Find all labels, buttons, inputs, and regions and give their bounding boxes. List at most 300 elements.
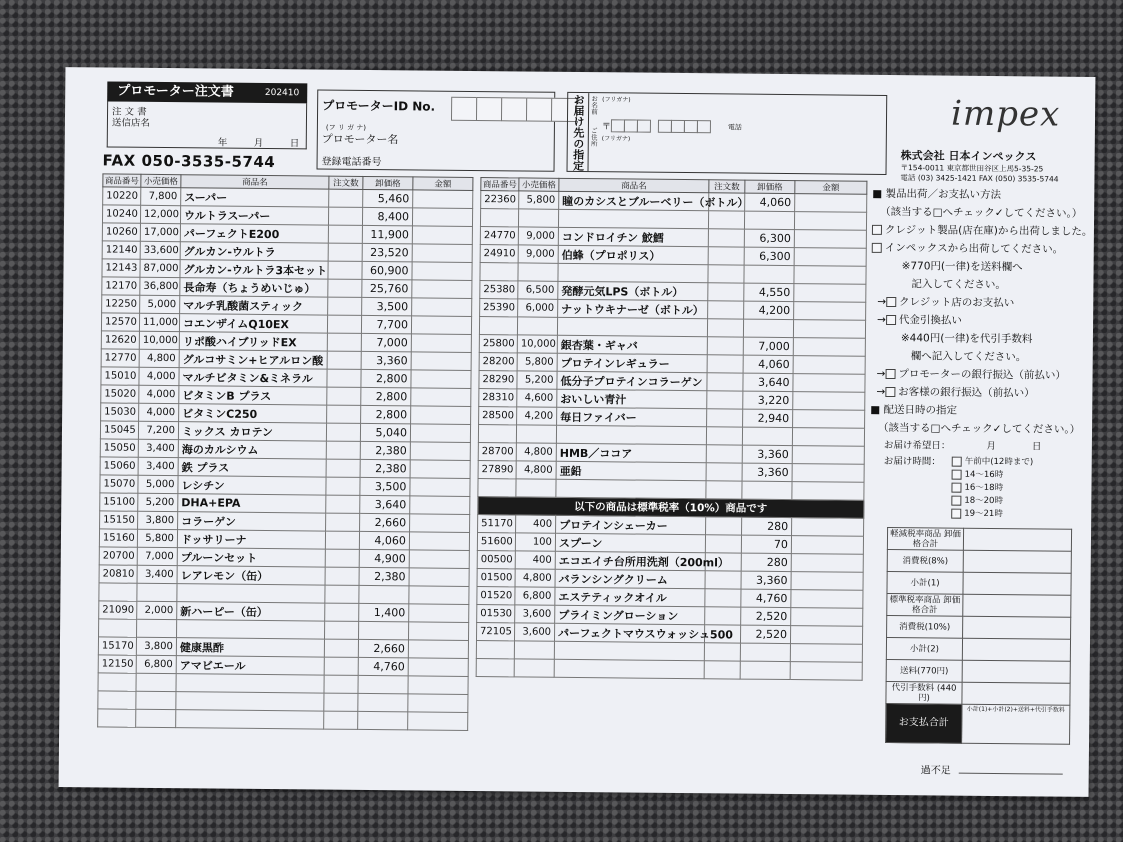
amount-field[interactable] — [792, 518, 864, 537]
amount-field[interactable] — [793, 392, 865, 411]
product-name: ミックス カロテン — [178, 422, 326, 441]
quantity-field[interactable] — [326, 513, 360, 531]
amount-field[interactable] — [409, 586, 469, 605]
retail-price: 3,600 — [515, 605, 555, 623]
amount-field[interactable] — [412, 280, 472, 299]
amount-field[interactable] — [792, 446, 864, 465]
wholesale-price — [743, 319, 793, 337]
product-code: 12570 — [101, 313, 139, 331]
checkbox-impex-ship[interactable] — [872, 243, 882, 253]
amount-field[interactable] — [794, 248, 866, 267]
retail-price: 7,000 — [137, 547, 177, 565]
delivery-section-label: お届け先の指定 — [568, 93, 590, 171]
checkbox-cod[interactable] — [886, 315, 896, 325]
reduced-subtotal-label: 軽減税率商品 卸価格合計 — [887, 527, 963, 550]
retail-price: 4,600 — [517, 389, 557, 407]
wholesale-price: 3,220 — [743, 391, 793, 409]
quantity-field[interactable] — [708, 301, 744, 319]
amount-field[interactable] — [793, 374, 865, 393]
amount-field[interactable] — [410, 478, 470, 497]
amount-field[interactable] — [793, 320, 865, 339]
wholesale-price: 2,380 — [360, 441, 410, 459]
cod-note-1: ※440円(一律)を代引手数料 — [900, 332, 1033, 346]
quantity-field[interactable] — [325, 567, 359, 585]
wholesale-price: 2,380 — [359, 567, 409, 585]
product-code: 72105 — [476, 623, 514, 641]
amount-field[interactable] — [413, 190, 473, 209]
quantity-field[interactable] — [327, 351, 361, 369]
quantity-field[interactable] — [324, 711, 358, 729]
product-name: 伯蜂（プロポリス） — [558, 245, 708, 264]
product-name: 亜鉛 — [556, 461, 706, 480]
wholesale-price: 4,060 — [743, 355, 793, 373]
product-name: 低分子プロテインコラーゲン — [557, 371, 707, 390]
product-name: ナットウキナーゼ（ボトル） — [558, 299, 708, 318]
quantity-field[interactable] — [708, 265, 744, 283]
wholesale-price: 2,380 — [360, 459, 410, 477]
retail-price: 87,000 — [140, 259, 180, 277]
quantity-field[interactable] — [324, 693, 358, 711]
grand-total-label: お支払合計 — [886, 703, 962, 743]
quantity-field[interactable] — [706, 463, 742, 481]
wholesale-price: 23,520 — [362, 243, 412, 261]
retail-price: 6,800 — [136, 655, 176, 673]
wholesale-price: 6,300 — [744, 229, 794, 247]
amount-field[interactable] — [411, 388, 471, 407]
checkbox-time-19-21[interactable] — [951, 508, 961, 518]
amount-field[interactable] — [411, 406, 471, 425]
product-code: 25390 — [480, 299, 518, 317]
retail-price: 33,600 — [140, 241, 180, 259]
amount-field[interactable] — [791, 608, 863, 627]
wish-day-label: 日 — [1031, 441, 1042, 453]
product-code: 28700 — [478, 443, 516, 461]
quantity-field[interactable] — [708, 283, 744, 301]
wholesale-price — [744, 211, 794, 229]
product-row — [476, 659, 862, 681]
product-name: パーフェクトマウスウォッシュ500 — [554, 623, 704, 642]
quantity-field[interactable] — [325, 549, 359, 567]
amount-field[interactable] — [794, 212, 866, 231]
amount-field[interactable] — [794, 284, 866, 303]
product-name — [557, 317, 707, 336]
amount-field[interactable] — [408, 640, 468, 659]
wholesale-price: 2,520 — [741, 607, 791, 625]
quantity-field[interactable] — [325, 531, 359, 549]
wholesale-price: 8,400 — [362, 207, 412, 225]
shipping-heading: ■ 製品出荷／お支払い方法 — [872, 187, 1002, 202]
product-code: 15050 — [100, 439, 138, 457]
tax10-field[interactable] — [963, 616, 1071, 639]
time-option-morning: 午前中(12時まで) — [964, 456, 1034, 468]
product-code: 12150 — [98, 655, 136, 673]
quantity-field[interactable] — [325, 585, 359, 603]
product-name: プロテインレギュラー — [557, 353, 707, 372]
quantity-field[interactable] — [707, 373, 743, 391]
quantity-field[interactable] — [326, 423, 360, 441]
wholesale-price: 25,760 — [362, 279, 412, 297]
amount-field[interactable] — [410, 514, 470, 533]
quantity-field[interactable] — [328, 243, 362, 261]
quantity-field[interactable] — [325, 621, 359, 639]
wholesale-price: 2,660 — [360, 513, 410, 531]
amount-field[interactable] — [794, 230, 866, 249]
col-header-name: 商品名 — [181, 175, 329, 189]
quantity-field[interactable] — [327, 405, 361, 423]
quantity-field[interactable] — [328, 207, 362, 225]
reduced-subtotal-field[interactable] — [963, 528, 1071, 551]
quantity-field[interactable] — [326, 495, 360, 513]
product-code: 24770 — [480, 227, 518, 245]
option-store-stock: クレジット製品(店在庫)から出荷しました。 — [884, 223, 1093, 238]
quantity-field[interactable] — [326, 477, 360, 495]
retail-price — [514, 641, 554, 659]
wholesale-price: 4,550 — [744, 283, 794, 301]
amount-field[interactable] — [791, 536, 863, 555]
product-name: おいしい青汁 — [557, 389, 707, 408]
quantity-field[interactable] — [706, 427, 742, 445]
retail-price — [518, 263, 558, 281]
amount-field[interactable] — [408, 658, 468, 677]
product-name: 新ハーピー（缶） — [177, 602, 325, 621]
amount-field[interactable] — [795, 194, 867, 213]
product-code: 12143 — [102, 259, 140, 277]
retail-price: 3,400 — [138, 439, 178, 457]
product-name — [554, 641, 704, 660]
option-impex-ship: インペックスから出荷してください。 — [884, 241, 1064, 256]
checkbox-time-18-20[interactable] — [951, 495, 961, 505]
amount-field[interactable] — [410, 442, 470, 461]
option-cod: 代金引換払い — [898, 314, 962, 327]
standard-subtotal-field[interactable] — [963, 594, 1071, 617]
product-name: エステティックオイル — [555, 587, 705, 606]
quantity-field[interactable] — [708, 211, 744, 229]
retail-price: 5,800 — [517, 353, 557, 371]
postal-code-field[interactable] — [612, 119, 711, 133]
wholesale-price: 4,760 — [358, 657, 408, 675]
product-name: プロテインシェーカー — [556, 515, 706, 534]
wholesale-price: 3,360 — [361, 351, 411, 369]
product-code: 51170 — [478, 515, 516, 533]
quantity-field[interactable] — [325, 603, 359, 621]
recipient-name-label: お名前 — [590, 95, 599, 115]
quantity-field[interactable] — [328, 225, 362, 243]
tax8-field[interactable] — [963, 550, 1071, 573]
retail-price: 400 — [515, 551, 555, 569]
product-table-left — [97, 173, 473, 731]
wholesale-price: 2,800 — [361, 387, 411, 405]
quantity-field[interactable] — [704, 661, 740, 679]
wholesale-price: 3,500 — [360, 477, 410, 495]
quantity-field[interactable] — [707, 355, 743, 373]
quantity-field[interactable] — [705, 571, 741, 589]
product-code: 15150 — [100, 511, 138, 529]
wholesale-price — [744, 265, 794, 283]
wish-date-label: お届け希望日： — [883, 439, 951, 452]
product-name: ビタミンB プラス — [179, 386, 327, 405]
quantity-field[interactable] — [705, 607, 741, 625]
retail-price — [136, 709, 176, 727]
amount-field[interactable] — [792, 464, 864, 483]
product-code — [479, 317, 517, 335]
retail-price: 3,800 — [138, 511, 178, 529]
product-name — [556, 479, 706, 498]
wholesale-price: 6,300 — [744, 247, 794, 265]
wholesale-price — [740, 661, 790, 679]
retail-price: 3,600 — [514, 623, 554, 641]
amount-field[interactable] — [409, 604, 469, 623]
retail-price — [514, 659, 554, 677]
wholesale-price: 4,760 — [741, 589, 791, 607]
product-name: マルチビタミン&ミネラル — [179, 368, 327, 387]
retail-price: 6,000 — [518, 299, 558, 317]
product-name: 銀杏葉・ギャバ — [557, 335, 707, 354]
subtotal2-field[interactable] — [962, 638, 1070, 661]
product-name: グルカン-ウルトラ — [180, 242, 328, 261]
retail-price: 4,000 — [139, 403, 179, 421]
subtotal1-field[interactable] — [963, 572, 1071, 595]
day-label: 日 — [289, 138, 300, 150]
delivery-date-heading: ■ 配送日時の指定 — [870, 403, 958, 417]
product-code: 01500 — [477, 569, 515, 587]
quantity-field[interactable] — [706, 445, 742, 463]
wholesale-price: 2,800 — [361, 405, 411, 423]
checkbox-store-stock[interactable] — [872, 225, 882, 235]
amount-field[interactable] — [791, 572, 863, 591]
quantity-field[interactable] — [326, 441, 360, 459]
product-name: プライミングローション — [555, 605, 705, 624]
retail-price: 12,000 — [140, 205, 180, 223]
quantity-field[interactable] — [324, 675, 358, 693]
totals-row — [886, 637, 1070, 661]
amount-field[interactable] — [794, 302, 866, 321]
amount-field[interactable] — [794, 266, 866, 285]
product-name — [176, 692, 324, 711]
amount-field[interactable] — [408, 694, 468, 713]
amount-field[interactable] — [412, 244, 472, 263]
amount-field[interactable] — [791, 590, 863, 609]
product-name: レアレモン（缶） — [177, 566, 325, 585]
col-header-code: 商品番号 — [103, 174, 141, 187]
product-name — [177, 584, 325, 603]
amount-field[interactable] — [408, 622, 468, 641]
amount-field[interactable] — [409, 550, 469, 569]
amount-field[interactable] — [793, 338, 865, 357]
quantity-field[interactable] — [707, 337, 743, 355]
wholesale-price: 60,900 — [362, 261, 412, 279]
retail-price: 7,200 — [138, 421, 178, 439]
time-label: お届け時間： — [883, 455, 941, 468]
retail-price: 5,200 — [138, 493, 178, 511]
checkbox-time-morning[interactable] — [952, 456, 962, 466]
form-title: プロモーター注文書 202410 — [107, 81, 307, 103]
amount-field[interactable] — [410, 424, 470, 443]
product-code: 15010 — [101, 367, 139, 385]
amount-field[interactable] — [790, 644, 862, 663]
retail-price: 5,000 — [138, 475, 178, 493]
product-code — [99, 583, 137, 601]
checkbox-time-14-16[interactable] — [952, 469, 962, 479]
quantity-field[interactable] — [327, 333, 361, 351]
company-name: 株式会社 日本インペックス — [900, 149, 1037, 164]
checkbox-customer-bank[interactable] — [885, 387, 895, 397]
amount-field[interactable] — [412, 226, 472, 245]
amount-field[interactable] — [411, 334, 471, 353]
delivery-phone-label: 電話 — [727, 123, 742, 132]
order-form-sheet — [59, 67, 1096, 797]
checkbox-credit-store[interactable] — [886, 297, 896, 307]
cod-fee-field[interactable] — [962, 682, 1070, 705]
quantity-field[interactable] — [706, 481, 742, 499]
product-name: リポ酸ハイブリッドEX — [179, 332, 327, 351]
product-name: エコエイチ台所用洗剤（200ml） — [555, 551, 705, 570]
product-code — [478, 425, 516, 443]
quantity-field[interactable] — [708, 247, 744, 265]
month-label: 月 — [253, 137, 264, 149]
amount-field[interactable] — [408, 676, 468, 695]
quantity-field[interactable] — [328, 279, 362, 297]
delivery-furigana-2: (フリガナ) — [601, 135, 631, 143]
retail-price: 7,800 — [141, 187, 181, 205]
amount-field[interactable] — [790, 626, 862, 645]
retail-price: 4,000 — [139, 385, 179, 403]
quantity-field[interactable] — [707, 391, 743, 409]
product-name: HMB／ココア — [556, 443, 706, 462]
quantity-field[interactable] — [329, 189, 363, 207]
totals-row — [887, 549, 1071, 573]
impex-note-2: 記入してください。 — [911, 278, 1006, 292]
promoter-id-field[interactable] — [452, 97, 577, 122]
amount-field[interactable] — [411, 352, 471, 371]
product-code: 12770 — [101, 349, 139, 367]
retail-price: 4,800 — [516, 461, 556, 479]
tax10-label: 消費税(10%) — [887, 615, 963, 638]
product-code: 15170 — [98, 637, 136, 655]
shipping-fee-field[interactable] — [962, 660, 1070, 683]
promoter-id-label: プロモーターID No. — [322, 98, 436, 114]
promoter-phone-label: 登録電話番号 — [321, 156, 382, 169]
amount-field[interactable] — [792, 482, 864, 501]
quantity-field[interactable] — [704, 643, 740, 661]
retail-price: 6,800 — [515, 587, 555, 605]
quantity-field[interactable] — [708, 229, 744, 247]
product-row — [98, 709, 468, 731]
quantity-field[interactable] — [707, 409, 743, 427]
product-name: 毎日ファイバー — [557, 407, 707, 426]
wholesale-price: 3,640 — [743, 373, 793, 391]
checkbox-time-16-18[interactable] — [951, 482, 961, 492]
amount-field[interactable] — [409, 532, 469, 551]
wholesale-price: 3,360 — [742, 463, 792, 481]
col-header-wholesale: 卸価格 — [363, 176, 413, 189]
wholesale-price — [740, 643, 790, 661]
wholesale-price — [358, 693, 408, 711]
amount-field[interactable] — [411, 316, 471, 335]
shipping-instructions: ■ 製品出荷／お支払い方法 （該当する□へチェック✓してください。） クレジット製品(店在庫)から出荷しました。 インペックスから出荷してください。 ※770円(一律)を送料欄へ 記入してください。 → クレジット店のお支払い → 代金引換払い ※440円(一律)を代引手数料 欄へ記入してください。 → プロモーターの銀行振込（前払い） → お客様の銀行振込（前払い） ■ 配送日時の指定 （該当する□へチェック✓してください。） お届け希望日： 月 日 お届け時間： 午前中(12時まで) 14〜16時 16〜18時 18〜20時 19〜21時 — [869, 185, 1082, 521]
order-label: 注 文 書 — [111, 106, 147, 118]
quantity-field[interactable] — [328, 297, 362, 315]
quantity-field[interactable] — [327, 315, 361, 333]
product-code: 00500 — [477, 551, 515, 569]
col-header-wholesale: 卸価格 — [745, 180, 795, 193]
retail-price: 4,800 — [139, 349, 179, 367]
amount-field[interactable] — [412, 298, 472, 317]
product-name: プルーンセット — [177, 548, 325, 567]
product-table-right — [476, 177, 868, 681]
shortage-field[interactable] — [959, 773, 1063, 775]
retail-price — [516, 425, 556, 443]
product-name: パーフェクトE200 — [180, 224, 328, 243]
col-header-qty: 注文数 — [329, 176, 363, 189]
amount-field[interactable] — [408, 712, 468, 731]
wholesale-price: 7,700 — [361, 315, 411, 333]
wholesale-price: 3,500 — [362, 297, 412, 315]
wholesale-price — [742, 481, 792, 499]
amount-field[interactable] — [412, 262, 472, 281]
product-code: 51600 — [477, 533, 515, 551]
checkbox-promoter-bank[interactable] — [885, 369, 895, 379]
product-name: コエンザイムQ10EX — [179, 314, 327, 333]
amount-field[interactable] — [409, 568, 469, 587]
amount-field[interactable] — [411, 370, 471, 389]
product-code: 15030 — [101, 403, 139, 421]
quantity-field[interactable] — [324, 657, 358, 675]
standard-subtotal-label: 標準税率商品 卸価格合計 — [887, 593, 963, 616]
product-code: 15045 — [100, 421, 138, 439]
retail-price — [516, 479, 556, 497]
amount-field[interactable] — [792, 428, 864, 447]
totals-row — [887, 615, 1071, 639]
totals-row — [887, 571, 1071, 595]
totals-table — [885, 527, 1072, 745]
product-name — [556, 425, 706, 444]
product-name: マルチ乳酸菌スティック — [180, 296, 328, 315]
quantity-field[interactable] — [327, 387, 361, 405]
quantity-field[interactable] — [328, 261, 362, 279]
amount-field[interactable] — [410, 460, 470, 479]
quantity-field[interactable] — [706, 517, 742, 535]
promoter-furigana: (フ リ ガ ナ) — [325, 123, 367, 132]
quantity-field[interactable] — [707, 319, 743, 337]
amount-field[interactable] — [790, 662, 862, 681]
retail-price: 4,800 — [516, 443, 556, 461]
quantity-field[interactable] — [705, 589, 741, 607]
wholesale-price: 280 — [741, 553, 791, 571]
quantity-field[interactable] — [324, 639, 358, 657]
amount-field[interactable] — [793, 410, 865, 429]
quantity-field[interactable] — [327, 369, 361, 387]
product-code: 01520 — [477, 587, 515, 605]
product-code: 10240 — [102, 205, 140, 223]
product-name — [554, 659, 704, 678]
promoter-name-label: プロモーター名 — [321, 132, 399, 147]
amount-field[interactable] — [793, 356, 865, 375]
amount-field[interactable] — [412, 208, 472, 227]
amount-field[interactable] — [791, 554, 863, 573]
retail-price: 10,000 — [139, 331, 179, 349]
quantity-field[interactable] — [326, 459, 360, 477]
retail-price: 5,800 — [137, 529, 177, 547]
grand-total-field[interactable] — [962, 704, 1070, 744]
recipient-address-label: ご住所 — [589, 127, 598, 147]
amount-field[interactable] — [410, 496, 470, 515]
retail-price: 36,800 — [140, 277, 180, 295]
product-name — [176, 674, 324, 693]
product-code: 20700 — [99, 547, 137, 565]
retail-price: 3,800 — [136, 637, 176, 655]
quantity-field[interactable] — [705, 535, 741, 553]
retail-price — [136, 673, 176, 691]
